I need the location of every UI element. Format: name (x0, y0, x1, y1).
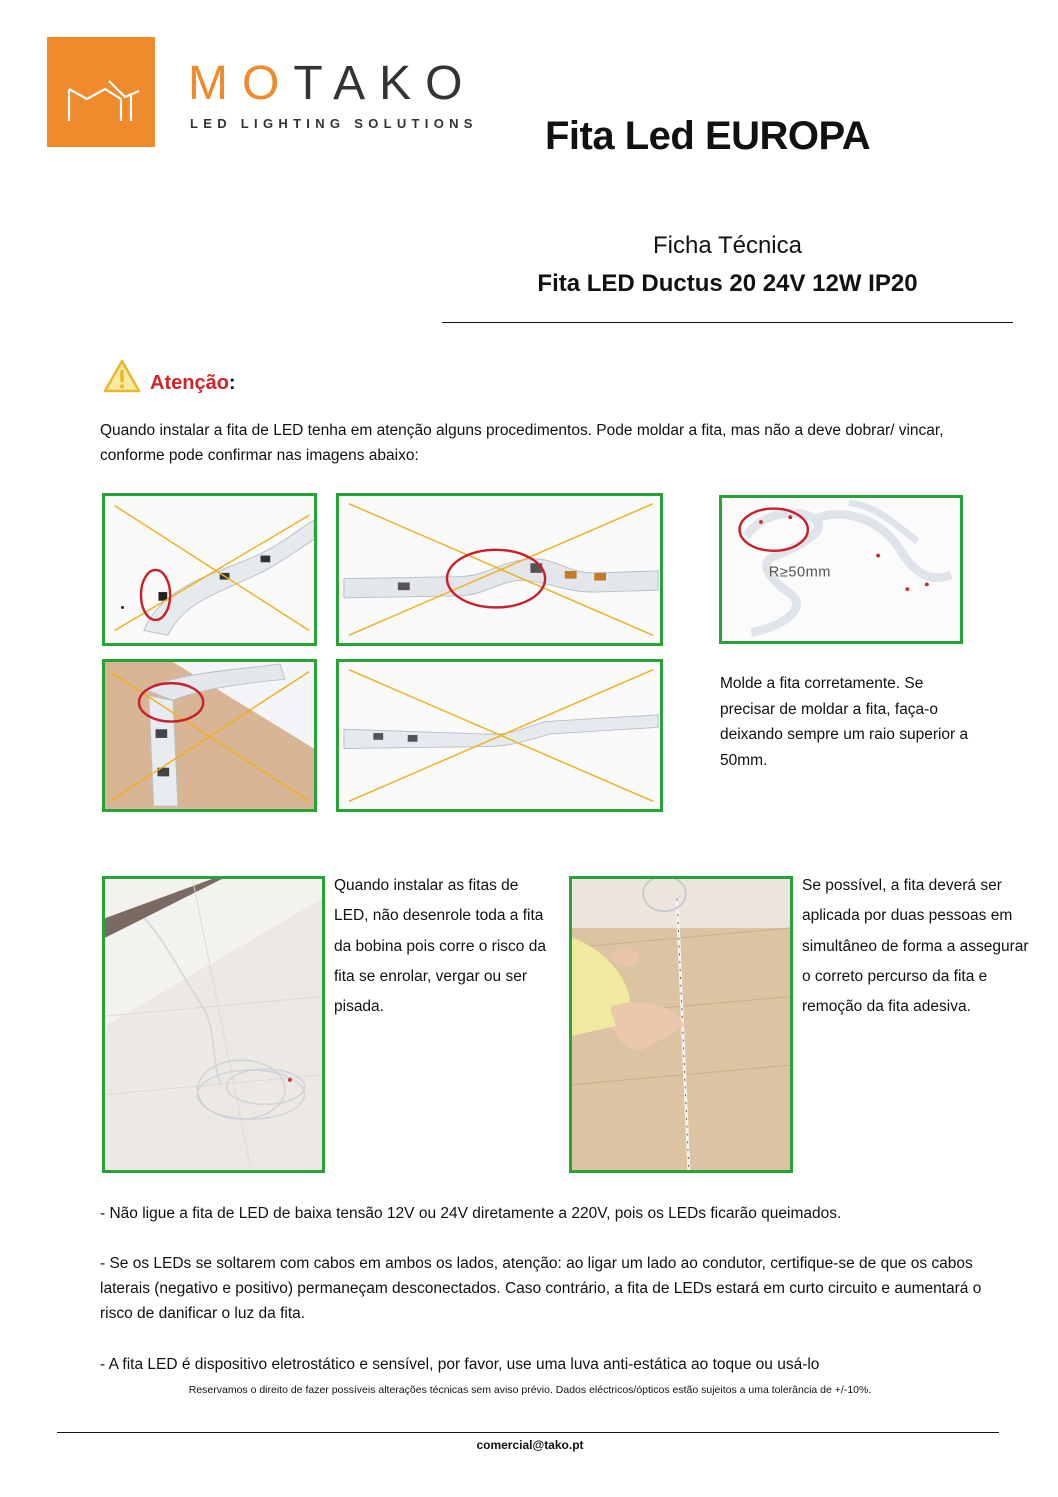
photo-two-person-install (569, 876, 793, 1173)
photo-wrong-edge (102, 659, 317, 812)
footer-disclaimer: Reservamos o direito de fazer possíveis alterações técnicas sem aviso prévio. Dados eléctricos/ópticos estão sujeitos a uma tolerância de +/-10%. (188, 1384, 872, 1396)
brand-logo-mark (47, 37, 155, 147)
photo-correct-bend (719, 495, 963, 644)
attention-colon: : (228, 372, 236, 394)
install-tip-1: Quando instalar as fitas de LED, não desenrole toda a fita da bobina pois corre o risco da fita se enrolar, vergar ou ser pisada. (334, 877, 546, 1016)
title-divider (442, 322, 1013, 323)
bend-caption: Molde a fita corretamente. Se precisar de moldar a fita, faça-o deixando sempre um raio superior a 50mm. (720, 675, 969, 769)
note-voltage: - Não ligue a fita de LED de baixa tensão 12V ou 24V diretamente a 220V, pois os LEDs ficarão queimados. (100, 1205, 842, 1222)
footer-email[interactable]: comercial@tako.pt (476, 1438, 584, 1452)
attention-intro: Quando instalar a fita de LED tenha em atenção alguns procedimentos. Pode moldar a fita, mas não a deve dobrar/ vincar, conforme pode confirmar nas imagens abaixo: (100, 422, 944, 464)
photo-unrolled-tape (102, 876, 325, 1173)
sheet-kind: Ficha Técnica (653, 232, 802, 259)
install-tip-2: Se possível, a fita deverá ser aplicada por duas pessoas em simultâneo de forma a assegurar o correto percurso da fita e remoção da fita adesiva. (802, 877, 1029, 1016)
document-title: Fita Led EUROPA (545, 114, 871, 158)
note-short-circuit: - Se os LEDs se soltarem com cabos em ambos os lados, atenção: ao ligar um lado ao condutor, certifique-se de que os cabos laterais (negativo e positivo) permaneçam desconectados. Caso contrário, a fita de LEDs estará em curto circuito e aumentará o risco de danificar o luz da fita. (100, 1255, 982, 1322)
attention-label: Atenção (150, 372, 229, 394)
brand-name-rest: TAKO (293, 57, 477, 110)
warning-triangle-icon (103, 358, 141, 394)
attention-heading (150, 372, 236, 395)
house-outline-icon (47, 37, 155, 147)
brand-name-accent: MO (188, 57, 294, 110)
note-electrostatic: - A fita LED é dispositivo eletrostático e sensível, por favor, use uma luva anti-estática ao toque ou usá-lo (100, 1356, 820, 1373)
bend-radius-label: R≥50mm (768, 564, 831, 581)
photo-wrong-fold (336, 493, 663, 646)
photo-wrong-twist (102, 493, 317, 646)
brand-name (188, 57, 477, 110)
product-name: Fita LED Ductus 20 24V 12W IP20 (537, 270, 918, 297)
footer-divider (57, 1432, 999, 1433)
brand-tagline: LED LIGHTING SOLUTIONS (190, 116, 478, 131)
photo-wrong-kink (336, 659, 663, 812)
